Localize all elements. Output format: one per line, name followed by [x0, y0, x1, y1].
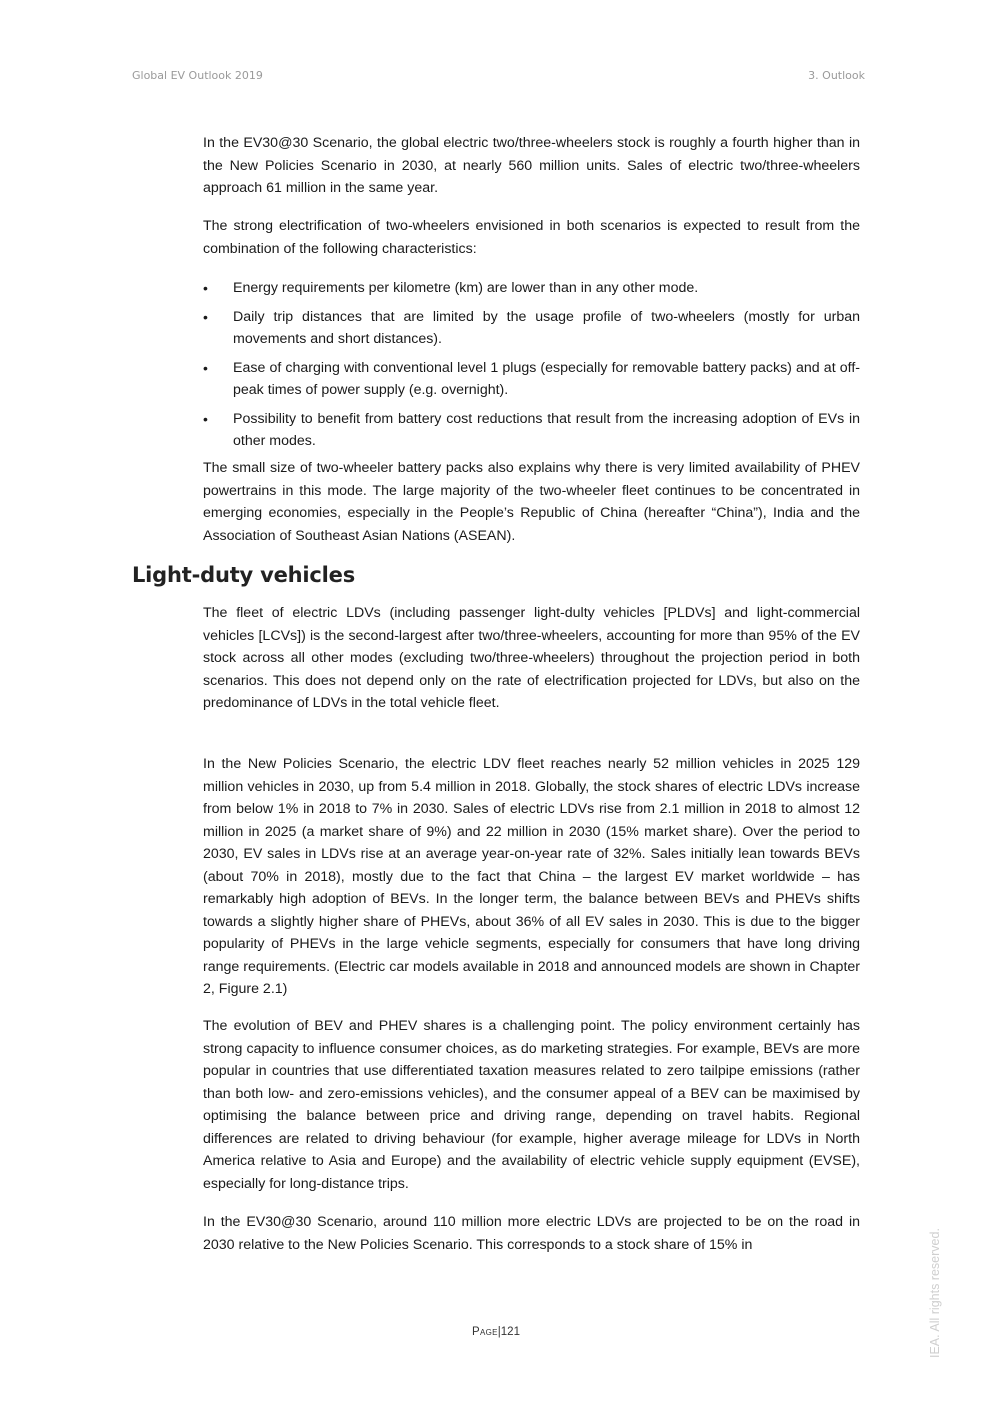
paragraph-bev-phev-shares: The evolution of BEV and PHEV shares is a challenging point. The policy environment certainly has strong capacity to influence consumer choices, as do marketing strategies. For example, BEVs are more popular in countries that use differentiated taxation measures related to zero tailpipe emissions (rather than both low- and zero-emissions vehicles), and the consumer appeal of a BEV can be maximised by optimising the balance between price and driving range, depending on travel habits. Regional differences are related to driving behaviour (for example, higher average mileage for LDVs in North America relative to Asia and Europe) and the availability of electric vehicle supply equipment (EVSE), especially for long-distance trips.: [203, 1018, 860, 1192]
running-header: [132, 69, 865, 85]
list-item: [203, 357, 860, 402]
page-label: Page: [472, 1326, 498, 1338]
paragraph-new-policies-scenario: In the New Policies Scenario, the electric LDV fleet reaches nearly 52 million vehicles in 2025 129 million vehicles in 2030, up from 5.4 million in 2018. Globally, the stock shares of electric LDVs increase from below 1% in 2018 to 7% in 2030. Sales of electric LDVs rise from 2.1 million in 2018 to almost 12 million in 2025 (a market share of 9%) and 22 million in 2030 (15% market share). Over the period to 2030, EV sales in LDVs rise at an average year-on-year rate of 32%. Sales initially lean towards BEVs (about 70% in 2018), mostly due to the fact that China – the largest EV market worldwide – has remarkably high adoption of BEVs. In the longer term, the balance between BEVs and PHEVs shifts towards a slightly higher share of PHEVs, about 36% of all EV sales in 2030. This is due to the bigger popularity of PHEVs in the large vehicle segments, especially for consumers that have long driving range requirements. (Electric car models available in 2018 and announced models are shown in Chapter 2, Figure 2.1): [203, 756, 860, 997]
list-item: [203, 306, 860, 351]
paragraph-electrification-intro: The strong electrification of two-wheelers envisioned in both scenarios is expected to result from the combination of the following characteristics:: [203, 218, 860, 257]
bullet-icon: •: [203, 280, 208, 296]
bullet-icon: •: [203, 359, 208, 376]
characteristics-list: [203, 277, 860, 459]
page-number: 121: [500, 1326, 520, 1338]
list-item-text: Possibility to benefit from battery cost reductions that result from the increasing adoption of EVs in other modes.: [233, 410, 860, 449]
chapter-label: 3. Outlook: [808, 69, 865, 82]
list-item: [203, 408, 860, 453]
paragraph-battery-packs: The small size of two-wheeler battery packs also explains why there is very limited availability of PHEV powertrains in this mode. The large majority of the two-wheeler fleet continues to be concentrated in emerging economies, especially in the People’s Republic of China (hereafter “China”), India and the Association of Southeast Asian Nations (ASEAN).: [203, 460, 860, 544]
paragraph-ev3030-ldvs: In the EV30@30 Scenario, around 110 million more electric LDVs are projected to be on the road in 2030 relative to the New Policies Scenario. This corresponds to a stock share of 15% in: [203, 1214, 860, 1253]
list-item-text: Daily trip distances that are limited by the usage profile of two-wheelers (mostly for urban movements and short distances).: [233, 308, 860, 347]
copyright-watermark: IEA. All rights reserved.: [928, 1228, 942, 1358]
paragraph-ev3030-two-wheelers: In the EV30@30 Scenario, the global electric two/three-wheelers stock is roughly a fourth higher than in the New Policies Scenario in 2030, at nearly 560 million units. Sales of electric two/three-wheelers approach 61 million in the same year.: [203, 135, 860, 196]
document-title: Global EV Outlook 2019: [132, 69, 263, 82]
paragraph-ldv-fleet: The fleet of electric LDVs (including passenger light-dulty vehicles [PLDVs] and light-commercial vehicles [LCVs]) is the second-largest after two/three-wheelers, accounting for more than 95% of the EV stock across all other modes (excluding two/three-wheelers) throughout the projection period in both scenarios. This does not depend only on the rate of electrification projected for LDVs, but also on the predominance of LDVs in the total vehicle fleet.: [203, 605, 860, 711]
bullet-icon: •: [203, 410, 208, 427]
bullet-icon: •: [203, 308, 208, 325]
page-separator: |: [497, 1326, 501, 1338]
list-item: [203, 277, 860, 300]
list-item-text: Ease of charging with conventional level 1 plugs (especially for removable battery packs) and at off-peak times of power supply (e.g. overnight).: [233, 359, 860, 398]
page-footer: [0, 1326, 992, 1338]
list-item-text: Energy requirements per kilometre (km) are lower than in any other mode.: [233, 280, 699, 296]
section-heading: Light-duty vehicles: [132, 563, 356, 587]
